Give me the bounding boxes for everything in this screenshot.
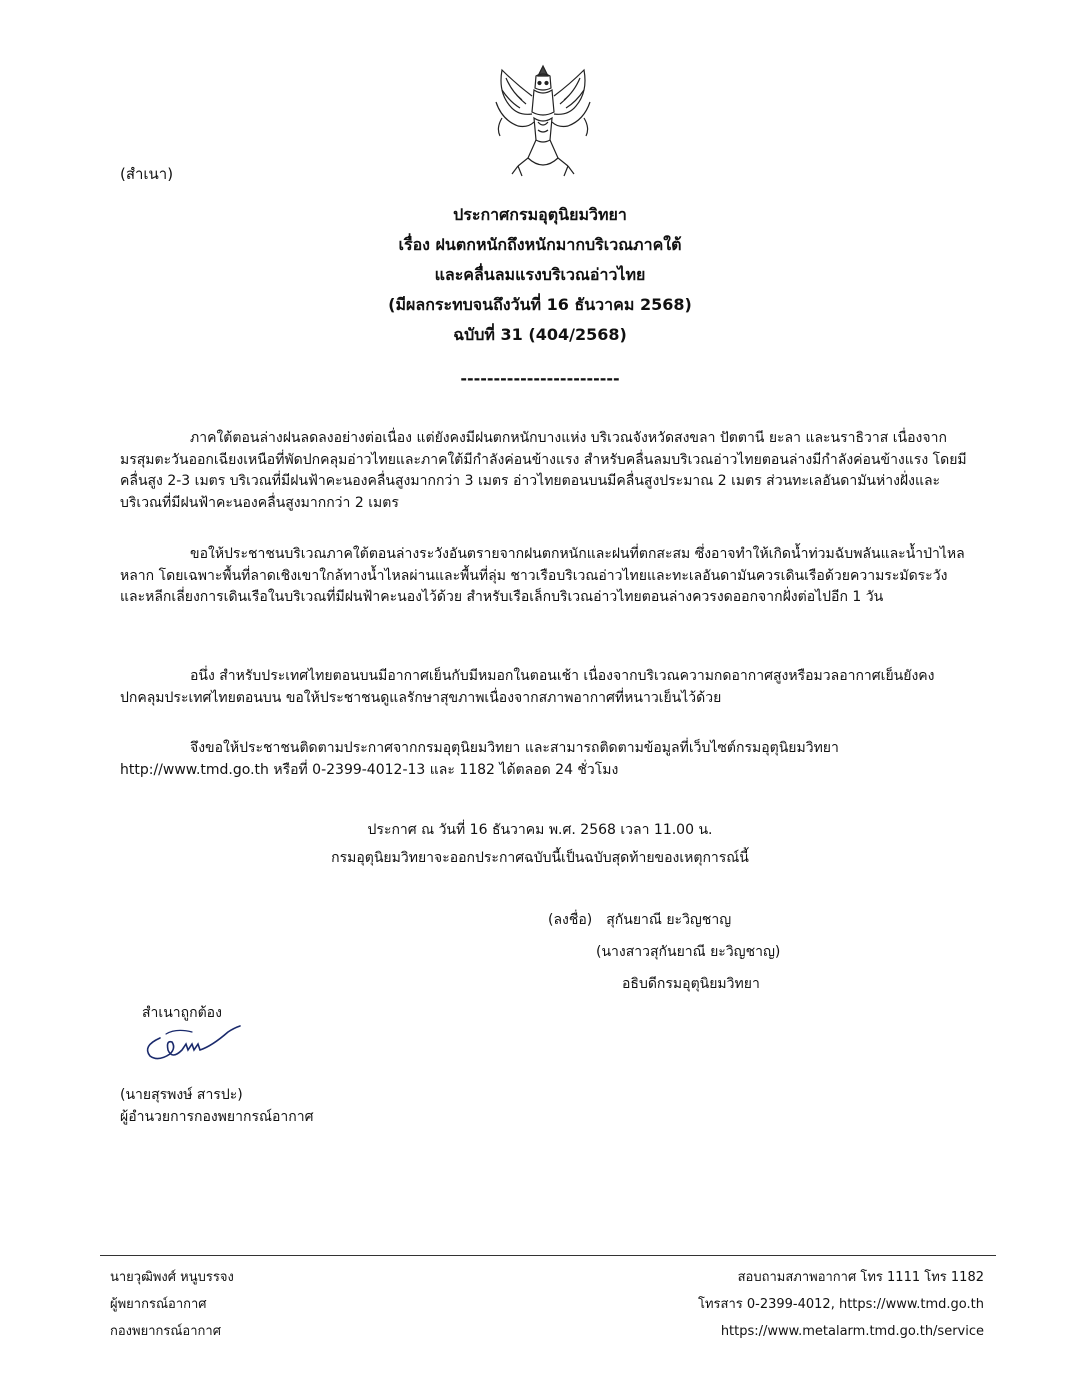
certifier-block xyxy=(120,1084,313,1128)
certifier-position: ผู้อำนวยการกองพยากรณ์อากาศ xyxy=(120,1109,314,1125)
paragraph-text: อนึ่ง สำหรับประเทศไทยตอนบนมีอากาศเย็นกับมีหมอกในตอนเช้า เนื่องจากบริเวณความกดอากาศสูงหรือมวลอากาศเย็นยังคงปกคลุมประเทศไทยตอนบน ขอให้ประชาชนดูแลรักษาสุขภาพเนื่องจากสภาพอากาศที่หนาวเย็นไว้ด้วย xyxy=(120,668,935,706)
title-subject: เรื่อง ฝนตกหนักถึงหนักมากบริเวณภาคใต้ xyxy=(398,235,682,254)
title-separator: ------------------------ xyxy=(460,369,620,388)
contact-fax-website: โทรสาร 0-2399-4012, https://www.tmd.go.th xyxy=(698,1297,984,1312)
paragraph-cold-weather xyxy=(120,666,975,709)
signed-line xyxy=(548,904,731,936)
paragraph-text: ขอให้ประชาชนบริเวณภาคใต้ตอนล่างระวังอันตรายจากฝนตกหนักและฝนที่ตกสะสม ซึ่งอาจทำให้เกิดน้ำท่วมฉับพลันและน้ำป่าไหลหลาก โดยเฉพาะพื้นที่ลาดเชิงเขาใกล้ทางน้ำไหลผ่านและพื้นที่ลุ่ม ชาวเรือบริเวณอ่าวไทยและทะเลอันดามันควรเดินเรือด้วยความระมัดระวัง และหลีกเลี่ยงการเดินเรือในบริเวณที่มีฝนฟ้าคะนองไว้ด้วย สำหรับเรือเล็กบริเวณอ่าวไทยตอนล่างควรงดออกจากฝั่งต่อไปอีก 1 วัน xyxy=(120,546,965,605)
final-issue-note: กรมอุตุนิยมวิทยาจะออกประกาศฉบับนี้เป็นฉบับสุดท้ายของเหตุการณ์นี้ xyxy=(331,850,749,866)
paragraph-follow-updates xyxy=(120,738,975,781)
paragraph-text: ภาคใต้ตอนล่างฝนลดลงอย่างต่อเนื่อง แต่ยังคงมีฝนตกหนักบางแห่ง บริเวณจังหวัดสงขลา ปัตตานี ยะลา และนราธิวาส เนื่องจากมรสุมตะวันออกเฉียงเหนือที่พัดปกคลุมอ่าวไทยและภาคใต้มีกำลังค่อนข้างแรง สำหรับคลื่นลมบริเวณอ่าวไทยตอนล่างมีกำลังค่อนข้างแรง โดยมีคลื่นสูง 2-3 เมตร บริเวณที่มีฝนฟ้าคะนองคลื่นสูงมากกว่า 3 เมตร อ่าวไทยตอนบนมีคลื่นสูงประมาณ 2 เมตร ส่วนทะเลอันดามันห่างฝั่งและบริเวณที่มีฝนฟ้าคะนองคลื่นสูงมากกว่า 2 เมตร xyxy=(120,430,967,511)
announcement-date-block xyxy=(0,816,1080,872)
forecaster-name: นายวุฒิพงศ์ หนูบรรจง xyxy=(110,1270,234,1285)
paragraph-warning xyxy=(120,544,975,609)
announcement-date: ประกาศ ณ วันที่ 16 ธันวาคม พ.ศ. 2568 เวลา 11.00 น. xyxy=(367,822,713,838)
copy-label: (สำเนา) xyxy=(120,165,174,183)
title-agency: ประกาศกรมอุตุนิยมวิทยา xyxy=(453,205,627,224)
footer-divider xyxy=(100,1255,996,1256)
certified-copy-label: สำเนาถูกต้อง xyxy=(142,1005,222,1021)
certifier-name: (นายสุรพงษ์ สารปะ) xyxy=(120,1087,243,1103)
title-issue-number: ฉบับที่ 31 (404/2568) xyxy=(453,325,627,344)
title-subject-cont: และคลื่นลมแรงบริเวณอ่าวไทย xyxy=(434,265,646,284)
footer-forecaster xyxy=(110,1264,234,1345)
title-effect-date: (มีผลกระทบจนถึงวันที่ 16 ธันวาคม 2568) xyxy=(388,295,692,314)
paragraph-weather-situation xyxy=(120,428,975,514)
garuda-emblem-icon xyxy=(488,62,598,182)
forecaster-division: กองพยากรณ์อากาศ xyxy=(110,1324,221,1339)
announcement-title xyxy=(0,200,1080,394)
signed-label: (ลงชื่อ) xyxy=(548,912,593,928)
signatory-full-name: (นางสาวสุกันยาณี ยะวิญชาญ) xyxy=(596,944,781,960)
contact-phone: สอบถามสภาพอากาศ โทร 1111 โทร 1182 xyxy=(737,1270,984,1285)
paragraph-text: จึงขอให้ประชาชนติดตามประกาศจากกรมอุตุนิยมวิทยา และสามารถติดตามข้อมูลที่เว็บไซต์กรมอุตุนิยมวิทยา http://www.tmd.go.th หรือที่ 0-2399-4012-13 และ 1182 ได้ตลอด 24 ชั่วโมง xyxy=(120,740,839,778)
contact-metalarm-link[interactable]: https://www.metalarm.tmd.go.th/service xyxy=(720,1324,984,1339)
handwritten-signature-icon xyxy=(136,1020,246,1066)
signatory-position: อธิบดีกรมอุตุนิยมวิทยา xyxy=(622,976,760,992)
forecaster-role: ผู้พยากรณ์อากาศ xyxy=(110,1297,207,1312)
signed-name: สุกันยาณี ยะวิญชาญ xyxy=(606,912,732,928)
footer-contact xyxy=(698,1264,984,1345)
